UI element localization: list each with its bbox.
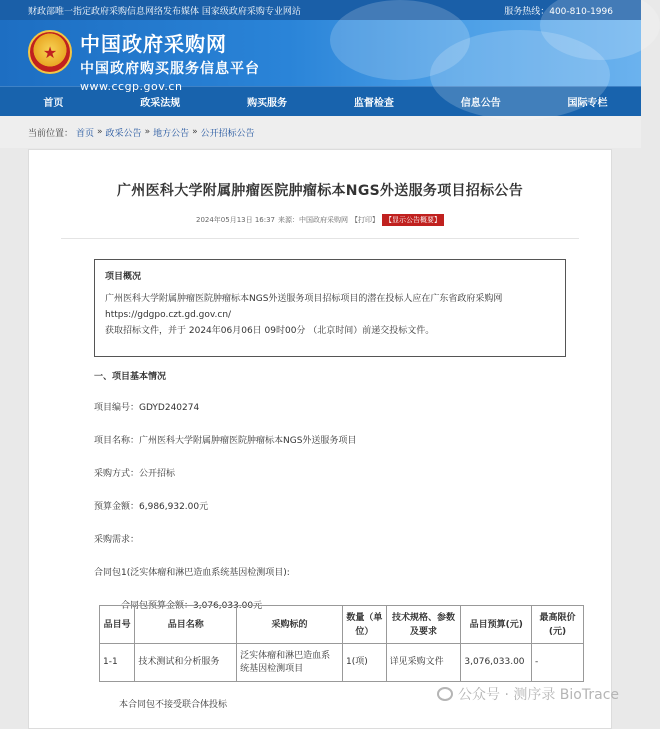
col-header: 采购标的: [237, 606, 343, 644]
table-cell: 技术测试和分析服务: [135, 644, 237, 682]
procurement-demand: 采购需求：: [94, 535, 140, 545]
site-subtitle: 中国政府购买服务信息平台: [80, 61, 260, 77]
show-summary-button[interactable]: 【显示公告概要】: [382, 214, 444, 226]
site-url: www.ccgp.gov.cn: [80, 80, 183, 93]
package-budget: 合同包预算金额：3,076,033.00元: [121, 601, 263, 611]
contract-package: 合同包1(泛实体瘤和淋巴造血系统基因检测项目):: [94, 568, 290, 578]
overview-line: 获取招标文件，并于 2024年06月06日 09时00分 （北京时间）前递交投标文件。: [105, 326, 435, 336]
table-cell: -: [532, 644, 584, 682]
nav-announcements[interactable]: 信息公告: [460, 98, 501, 109]
table-cell: 1(项): [343, 644, 387, 682]
site-name: 中国政府采购网: [80, 32, 227, 56]
col-header: 最高限价(元): [532, 606, 584, 644]
site-logo[interactable]: [80, 28, 260, 93]
col-header: 数量（单位）: [343, 606, 387, 644]
table-header-row: [100, 606, 584, 644]
col-header: 品目预算(元): [461, 606, 532, 644]
nav-regulations[interactable]: 政采法规: [140, 98, 181, 109]
table-cell: 详见采购文件: [386, 644, 461, 682]
site-banner: [0, 20, 641, 93]
col-header: 技术规格、参数及要求: [386, 606, 461, 644]
breadcrumb: [0, 116, 641, 148]
procurement-method: 采购方式：公开招标: [94, 469, 176, 479]
watermark: [437, 684, 619, 704]
project-basics: [94, 369, 611, 611]
col-header: 品目名称: [135, 606, 237, 644]
print-link[interactable]: 【打印】: [351, 216, 380, 224]
overview-url[interactable]: https://gdgpo.czt.gd.gov.cn/: [105, 310, 232, 320]
nav-purchase-services[interactable]: 购买服务: [247, 98, 288, 109]
nav-international[interactable]: 国际专栏: [567, 98, 608, 109]
overview-heading: 项目概况: [105, 272, 142, 282]
overview-line: 广州医科大学附属肿瘤医院肿瘤标本NGS外送服务项目招标项目的潜在投标人应在广东省政府采购网: [105, 294, 503, 304]
breadcrumb-prefix: 当前位置：: [28, 128, 74, 139]
article-title: 广州医科大学附属肿瘤医院肿瘤标本NGS外送服务项目招标公告: [117, 183, 523, 199]
breadcrumb-sep: »: [144, 127, 151, 137]
col-header: 品目号: [100, 606, 135, 644]
breadcrumb-sep: »: [192, 127, 198, 137]
project-overview-box: [94, 259, 566, 357]
table-cell: 泛实体瘤和淋巴造血系统基因检测项目: [237, 644, 343, 682]
table-row: [100, 644, 584, 682]
publish-date: 2024年05月13日 16:37: [195, 216, 276, 224]
project-number: 项目编号：GDYD240274: [94, 403, 200, 413]
package-footnote: 本合同包不接受联合体投标: [119, 700, 228, 710]
items-table: [99, 605, 584, 682]
section-heading: 一、项目基本情况: [94, 372, 167, 382]
breadcrumb-open-tender[interactable]: 公开招标公告: [200, 128, 255, 139]
watermark-text: 公众号 · 测序录 BioTrace: [458, 687, 619, 703]
article-panel: [28, 149, 612, 729]
breadcrumb-announcements[interactable]: 政采公告: [105, 128, 142, 139]
national-emblem-icon: ★: [28, 30, 72, 74]
wechat-icon: [437, 687, 453, 701]
breadcrumb-local[interactable]: 地方公告: [153, 128, 190, 139]
top-slogan: 财政部唯一指定政府采购信息网络发布媒体 国家级政府采购专业网站: [28, 6, 301, 17]
nav-home[interactable]: 首页: [43, 98, 64, 109]
breadcrumb-home[interactable]: 首页: [76, 128, 95, 139]
article-source: 来源：中国政府采购网: [278, 216, 349, 224]
table-cell: 3,076,033.00: [461, 644, 532, 682]
nav-supervision[interactable]: 监督检查: [353, 98, 394, 109]
table-cell: 1-1: [100, 644, 135, 682]
budget-amount: 预算金额：6,986,932.00元: [94, 502, 209, 512]
service-hotline: 服务热线：400-810-1996: [504, 6, 613, 17]
breadcrumb-sep: »: [97, 127, 103, 137]
project-name: 项目名称：广州医科大学附属肿瘤医院肿瘤标本NGS外送服务项目: [94, 436, 357, 446]
divider: [61, 238, 579, 239]
article-meta: [29, 214, 611, 226]
